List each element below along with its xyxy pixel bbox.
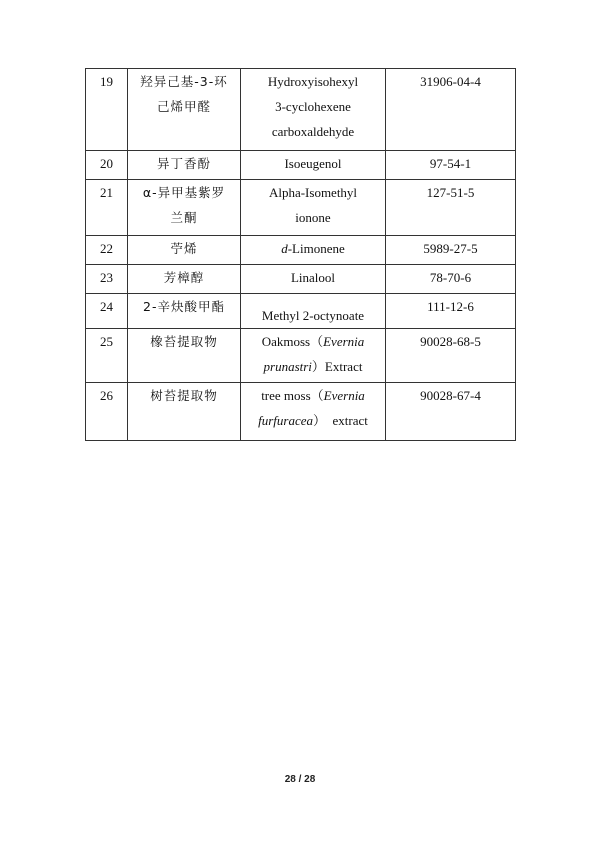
table-row [86, 294, 516, 329]
chinese-name: 橡苔提取物 [128, 329, 241, 383]
english-name: Hydroxyisohexyl 3-cyclohexene carboxaldehyde [241, 69, 386, 151]
chinese-name: 异丁香酚 [128, 151, 241, 180]
english-name: Isoeugenol [241, 151, 386, 180]
row-number: 21 [86, 180, 128, 236]
table-row [86, 383, 516, 441]
english-name: Oakmoss（Evernia prunastri）Extract [241, 329, 386, 383]
chinese-name: 芳樟醇 [128, 265, 241, 294]
cas-number: 5989-27-5 [386, 236, 516, 265]
row-number: 26 [86, 383, 128, 441]
table-row [86, 180, 516, 236]
english-name: d-Limonene [241, 236, 386, 265]
chinese-name: 树苔提取物 [128, 383, 241, 441]
chinese-name: 2-辛炔酸甲酯 [128, 294, 241, 329]
page-number: 28 / 28 [284, 774, 316, 785]
chinese-name: 苧烯 [128, 236, 241, 265]
cas-number: 127-51-5 [386, 180, 516, 236]
cas-number: 97-54-1 [386, 151, 516, 180]
english-name: tree moss（Evernia furfuracea） extract [241, 383, 386, 441]
cas-number: 90028-68-5 [386, 329, 516, 383]
fragrance-allergen-table [85, 68, 516, 441]
english-name: Alpha-Isomethyl ionone [241, 180, 386, 236]
table-row [86, 151, 516, 180]
cas-number: 111-12-6 [386, 294, 516, 329]
english-name: Methyl 2-octynoate [241, 294, 386, 329]
cas-number: 31906-04-4 [386, 69, 516, 151]
chinese-name: α-异甲基紫罗 兰酮 [128, 180, 241, 236]
cas-number: 78-70-6 [386, 265, 516, 294]
row-number: 20 [86, 151, 128, 180]
row-number: 24 [86, 294, 128, 329]
english-name: Linalool [241, 265, 386, 294]
table-row [86, 265, 516, 294]
row-number: 23 [86, 265, 128, 294]
cas-number: 90028-67-4 [386, 383, 516, 441]
row-number: 19 [86, 69, 128, 151]
chinese-name: 羟异己基-3-环 己烯甲醛 [128, 69, 241, 151]
table-row [86, 69, 516, 151]
table-row [86, 329, 516, 383]
table-row [86, 236, 516, 265]
row-number: 22 [86, 236, 128, 265]
row-number: 25 [86, 329, 128, 383]
